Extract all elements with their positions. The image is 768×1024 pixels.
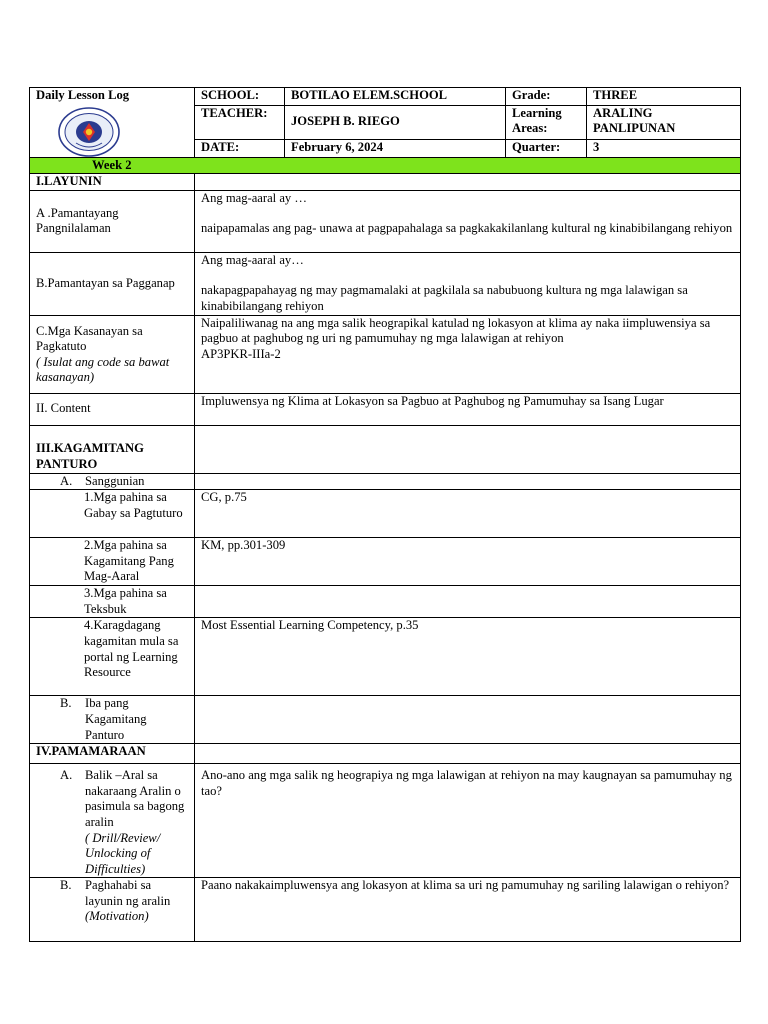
kasanayan-label: C.Mga Kasanayan sa Pagkatuto xyxy=(36,323,143,354)
daily-lesson-log-page xyxy=(29,87,740,942)
paghahabi-cell xyxy=(30,878,195,942)
a-line1: Ang mag-aaral ay … xyxy=(201,190,307,205)
iba-mark: B. xyxy=(60,696,72,711)
pamantayang-pangnilalaman-label: A .Pamantayang Pangnilalaman xyxy=(30,190,195,252)
log-title: Daily Lesson Log xyxy=(36,88,130,102)
learning-areas-label: Learning Areas: xyxy=(506,105,587,139)
log-title-cell xyxy=(30,88,195,158)
gabay-label: 1.Mga pahina sa Gabay sa Pagtuturo xyxy=(30,490,195,538)
section-kagamitan: III.KAGAMITANG PANTURO xyxy=(30,425,195,473)
kasanayan-label-cell xyxy=(30,315,195,393)
pamamaraan-empty xyxy=(195,744,741,764)
sanggunian-label: Sanggunian xyxy=(85,473,145,488)
section-pamamaraan: IV.PAMAMARAAN xyxy=(30,744,195,764)
iba-label: Iba pang Kagamitang Panturo xyxy=(85,696,147,742)
kagamitang-mag-aaral-label: 2.Mga pahina sa Kagamitang Pang Mag-Aaral xyxy=(30,538,195,586)
grade-value: THREE xyxy=(587,88,741,106)
kasanayan-note: ( Isulat ang code sa bawat kasanayan) xyxy=(36,354,170,385)
b-line1: Ang mag-aaral ay… xyxy=(201,252,304,267)
grade-label: Grade: xyxy=(506,88,587,106)
layunin-empty xyxy=(195,174,741,191)
lesson-log-table xyxy=(29,87,741,942)
karagdagang-kagamitan-value: Most Essential Learning Competency, p.35 xyxy=(195,618,741,696)
learning-areas-value: ARALING PANLIPUNAN xyxy=(587,105,741,139)
gabay-value: CG, p.75 xyxy=(195,490,741,538)
paghahabi-label: Paghahabi sa layunin ng aralin xyxy=(85,878,171,908)
quarter-label: Quarter: xyxy=(506,139,587,157)
c-code: AP3PKR-IIIa-2 xyxy=(201,346,281,361)
pamantayan-sa-pagganap-text xyxy=(195,252,741,315)
balik-aral-cell xyxy=(30,764,195,878)
pamantayang-pangnilalaman-text xyxy=(195,190,741,252)
balik-aral-label: Balik –Aral sa nakaraang Aralin o pasimula sa bagong aralin xyxy=(85,768,185,829)
date-value: February 6, 2024 xyxy=(285,139,506,157)
teacher-label: TEACHER: xyxy=(195,105,285,139)
section-layunin: I.LAYUNIN xyxy=(30,174,195,191)
karagdagang-kagamitan-label: 4.Karagdagang kagamitan mula sa portal ng Learning Resource xyxy=(30,618,195,696)
balik-aral-text: Ano-ano ang mga salik ng heograpiya ng mga lalawigan at rehiyon na may kaugnayan sa pamumuhay ng tao? xyxy=(195,764,741,878)
paghahabi-mark: B. xyxy=(60,878,72,893)
paghahabi-text: Paano nakakaimpluwensya ang lokasyon at klima sa uri ng pamumuhay ng sariling lalawigan o rehiyon? xyxy=(195,878,741,942)
school-value: BOTILAO ELEM.SCHOOL xyxy=(285,88,506,106)
quarter-value: 3 xyxy=(587,139,741,157)
sanggunian-empty xyxy=(195,473,741,490)
teksbuk-label: 3.Mga pahina sa Teksbuk xyxy=(30,586,195,618)
school-label: SCHOOL: xyxy=(195,88,285,106)
kasanayan-text xyxy=(195,315,741,393)
iba-pang-kagamitan-cell xyxy=(30,696,195,744)
b-line2: nakapagpapahayag ng may pagmamalaki at pagkilala sa nabubuong kultura ng mga lalawigan sa kinabibilangang rehiyon xyxy=(201,283,688,313)
balik-aral-mark: A. xyxy=(60,768,73,783)
pamantayan-sa-pagganap-label: B.Pamantayan sa Pagganap xyxy=(30,252,195,315)
sanggunian-mark: A. xyxy=(60,473,73,488)
week-banner: Week 2 xyxy=(30,157,741,174)
a-line2: naipapamalas ang pag- unawa at pagpapahalaga sa pagkakakilanlang kultural ng kinabibilangang rehiyon xyxy=(201,221,733,236)
sanggunian-label-cell xyxy=(30,473,195,490)
date-label: DATE: xyxy=(195,139,285,157)
paghahabi-note: (Motivation) xyxy=(85,909,149,924)
balik-aral-note: ( Drill/Review/ Unlocking of Difficulties) xyxy=(85,830,161,876)
teacher-value: JOSEPH B. RIEGO xyxy=(285,105,506,139)
kagamitan-empty xyxy=(195,425,741,473)
kagamitang-mag-aaral-value: KM, pp.301-309 xyxy=(195,538,741,586)
iba-pang-kagamitan-empty xyxy=(195,696,741,744)
teksbuk-value xyxy=(195,586,741,618)
content-label: II. Content xyxy=(30,393,195,425)
deped-seal-icon xyxy=(58,107,120,157)
c-text: Naipaliliwanag na ang mga salik heograpikal katulad ng lokasyon at klima ay naka iimpluwensiya sa pagbuo at paghubog ng uri ng pamumuhay ng mga lalawigan at rehiyon xyxy=(201,315,711,346)
content-text: Impluwensya ng Klima at Lokasyon sa Pagbuo at Paghubog ng Pamumuhay sa Isang Lugar xyxy=(195,393,741,425)
